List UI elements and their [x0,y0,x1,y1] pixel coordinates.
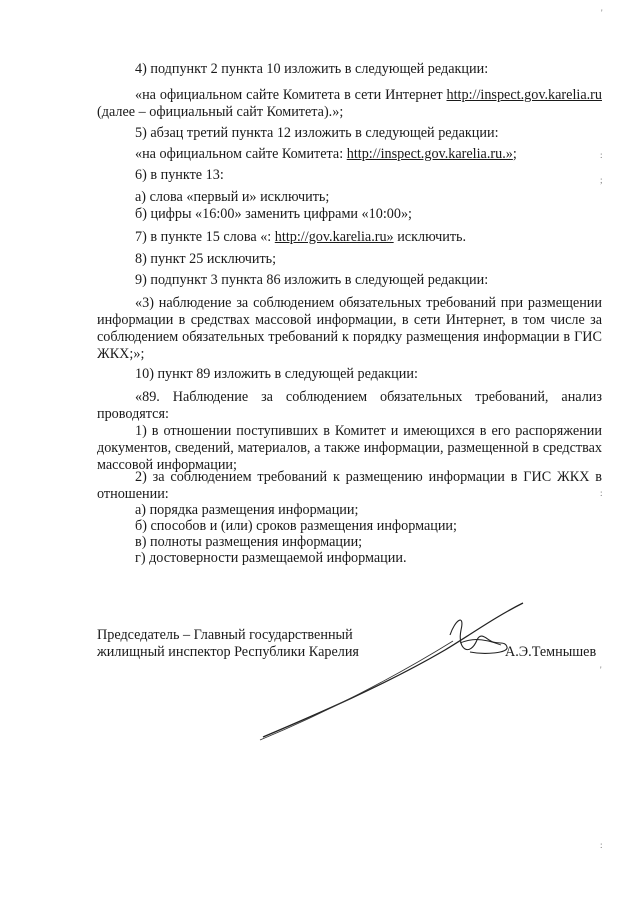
item-5-quote-end: ; [512,146,517,162]
p89-sub1-text: 1) в отношении поступивших в Комитет и имеющихся в его распоряжении документов, сведений, материалов, а также информации, размещенной в средствах массовой информации; [97,423,602,473]
item-8-text: 8) пункт 25 исключить; [135,251,277,267]
p89-sub2-b-text: б) способов и (или) сроков размещения информации; [135,518,457,534]
item-5-text: 5) абзац третий пункта 12 изложить в следующей редакции: [135,125,499,141]
p89-sub1 [97,423,602,474]
item-4-quote-end: (далее – официальный сайт Комитета).»; [97,104,344,120]
edge-mark: : [600,488,603,498]
handwritten-signature [255,595,535,745]
item-10 [97,366,602,383]
signatory-title-line-2: жилищный инспектор Республики Карелия [97,644,359,660]
edge-mark: ' [601,8,603,18]
p89-sub2-c-text: в) полноты размещения информации; [135,534,363,550]
item-9-quote [97,295,602,363]
item-4-quote-text: «на официальном сайте Комитета в сети Интернет [135,87,447,103]
item-4-link[interactable]: http://inspect.gov.karelia.ru [446,87,602,103]
item-6-text: 6) в пункте 13: [135,167,224,183]
item-7-text-end: исключить. [393,229,467,245]
p89-sub2 [97,469,602,503]
p89-sub2-d [97,550,602,567]
p89-sub2-b [97,518,602,535]
signatory-title-line-1: Председатель – Главный государственный [97,627,353,643]
p89-sub2-d-text: г) достоверности размещаемой информации. [135,550,407,566]
p89-intro-text: «89. Наблюдение за соблюдением обязательных требований, анализ проводятся: [97,389,602,422]
item-4-text: 4) подпункт 2 пункта 10 изложить в следующей редакции: [135,61,489,77]
edge-mark: ' [600,665,602,675]
edge-mark: : [600,150,603,160]
item-4 [97,61,602,78]
item-4-quote [97,87,602,121]
item-6b [97,206,602,223]
item-5-quote [97,146,602,163]
item-7-text: 7) в пункте 15 слова «: [135,229,275,245]
signatory-name-text: А.Э.Темнышев [505,644,597,660]
item-9-text: 9) подпункт 3 пункта 86 изложить в следующей редакции: [135,272,489,288]
edge-mark: : [600,840,603,850]
p89-sub2-text: 2) за соблюдением требований к размещению информации в ГИС ЖКХ в отношении: [97,469,602,502]
item-5-link[interactable]: http://inspect.gov.karelia.ru.» [346,146,513,162]
p89-sub2-c [97,534,602,551]
item-8 [97,251,602,268]
item-7 [97,229,602,246]
item-10-text: 10) пункт 89 изложить в следующей редакции: [135,366,418,382]
item-6a-text: а) слова «первый и» исключить; [135,189,330,205]
item-9-quote-text: «3) наблюдение за соблюдением обязательных требований при размещении информации в средствах массовой информации, в сети Интернет, в том числе за соблюдением обязательных требований к порядку размещения информации в ГИС ЖКХ;»; [97,295,602,362]
p89-sub2-a [97,502,602,519]
item-6b-text: б) цифры «16:00» заменить цифрами «10:00»; [135,206,413,222]
item-5 [97,125,602,142]
edge-mark: ; [600,175,603,185]
item-5-quote-text: «на официальном сайте Комитета: [135,146,347,162]
item-7-link[interactable]: http://gov.karelia.ru» [274,229,394,245]
p89-intro [97,389,602,423]
item-6 [97,167,602,184]
item-6a [97,189,602,206]
p89-sub2-a-text: а) порядка размещения информации; [135,502,359,518]
item-9 [97,272,602,289]
